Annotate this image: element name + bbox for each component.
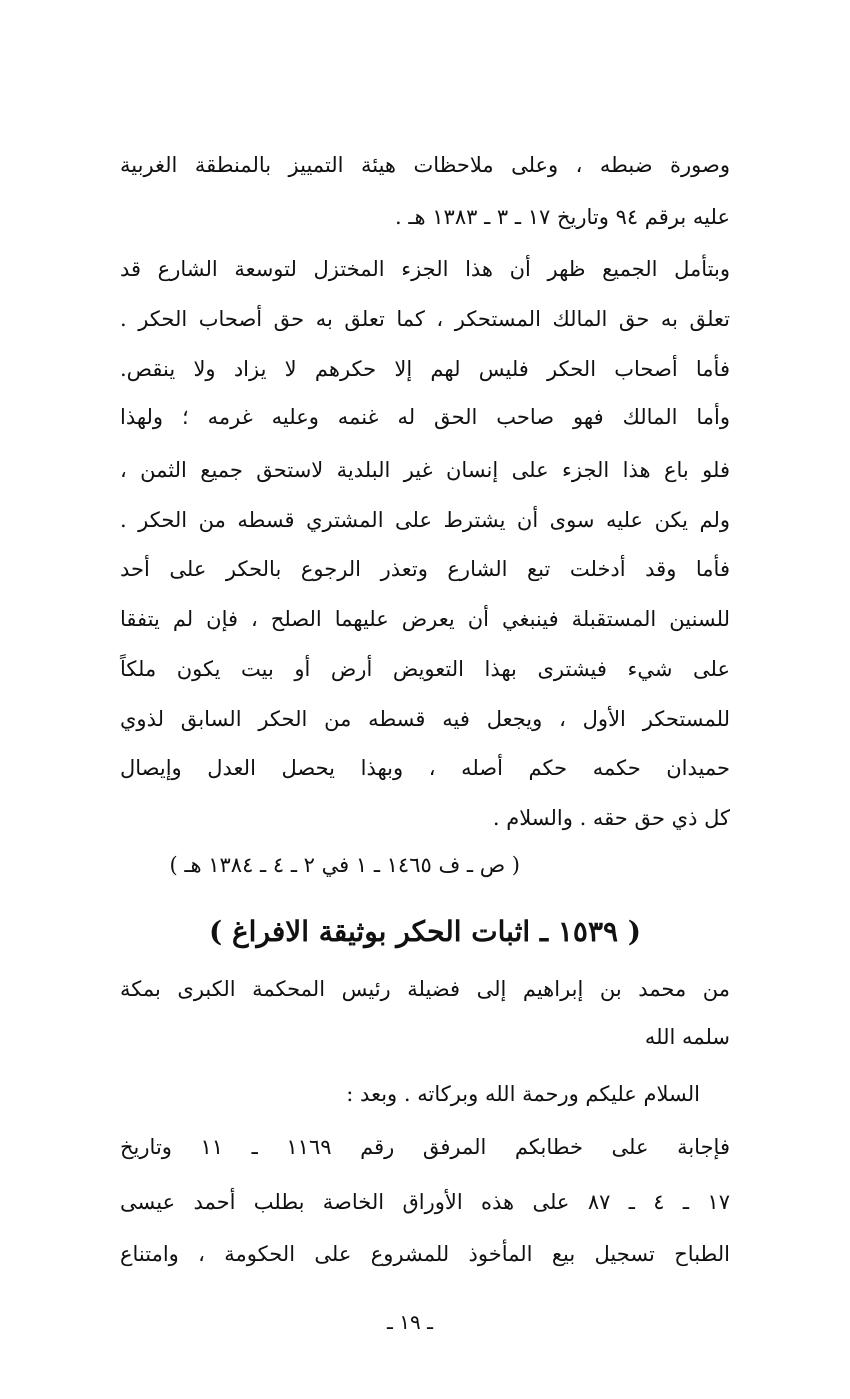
body-line-12: للمستحكر الأول ، ويجعل فيه قسطه من الحكر السابق لذوي xyxy=(120,707,730,731)
body-line-6: وأما المالك فهو صاحب الحق له غنمه وعليه غرمه ؛ ولهذا xyxy=(120,405,730,429)
letter-body-line-3: الطباح تسجيل بيع المأخوذ للمشروع على الحكومة ، وامتناع xyxy=(120,1242,730,1266)
page-number: ـ ١٩ ـ xyxy=(387,1310,433,1334)
letter-from-line: من محمد بن إبراهيم إلى فضيلة رئيس المحكمة الكبرى بمكة xyxy=(120,977,730,1001)
body-line-1: وصورة ضبطه ، وعلى ملاحظات هيئة التمييز بالمنطقة الغربية xyxy=(120,153,730,177)
body-line-2: عليه برقم ٩٤ وتاريخ ١٧ ـ ٣ ـ ١٣٨٣ هـ . xyxy=(395,205,730,229)
body-line-7: فلو باع هذا الجزء على إنسان غير البلدية لاستحق جميع الثمن ، xyxy=(120,458,730,482)
reference-note: ( ص ـ ف ١٤٦٥ ـ ١ في ٢ ـ ٤ ـ ١٣٨٤ هـ ) xyxy=(169,853,520,877)
body-line-11: على شيء فيشترى بهذا التعويض أرض أو بيت يكون ملكاً xyxy=(120,657,730,681)
body-line-9: فأما وقد أدخلت تبع الشارع وتعذر الرجوع بالحكر على أحد xyxy=(120,557,730,581)
letter-body-line-2: ١٧ ـ ٤ ـ ٨٧ على هذه الأوراق الخاصة بطلب أحمد عيسى xyxy=(120,1190,730,1214)
letter-salutation-line: سلمه الله xyxy=(644,1025,730,1049)
body-line-4: تعلق به حق المالك المستحكر ، كما تعلق به حق أصحاب الحكر . xyxy=(120,307,730,331)
body-line-10: للسنين المستقبلة فينبغي أن يعرض عليهما الصلح ، فإن لم يتفقا xyxy=(120,607,730,631)
body-line-14: كل ذي حق حقه . والسلام . xyxy=(492,806,730,830)
body-line-8: ولم يكن عليه سوى أن يشترط على المشتري قسطه من الحكر . xyxy=(120,508,730,532)
body-line-13: حميدان حكمه حكم أصله ، وبهذا يحصل العدل وإيصال xyxy=(120,756,730,780)
body-line-3: وبتأمل الجميع ظهر أن هذا الجزء المختزل لتوسعة الشارع قد xyxy=(120,257,730,281)
body-line-5: فأما أصحاب الحكر فليس لهم إلا حكرهم لا يزاد ولا ينقص. xyxy=(120,357,730,381)
section-heading: ( ١٥٣٩ ـ اثبات الحكر بوثيقة الافراغ ) xyxy=(208,915,642,948)
letter-body-line-1: فإجابة على خطابكم المرفق رقم ١١٦٩ ـ ١١ وتاريخ xyxy=(120,1135,730,1159)
letter-greeting-line: السلام عليكم ورحمة الله وبركاته . وبعد : xyxy=(346,1082,700,1106)
